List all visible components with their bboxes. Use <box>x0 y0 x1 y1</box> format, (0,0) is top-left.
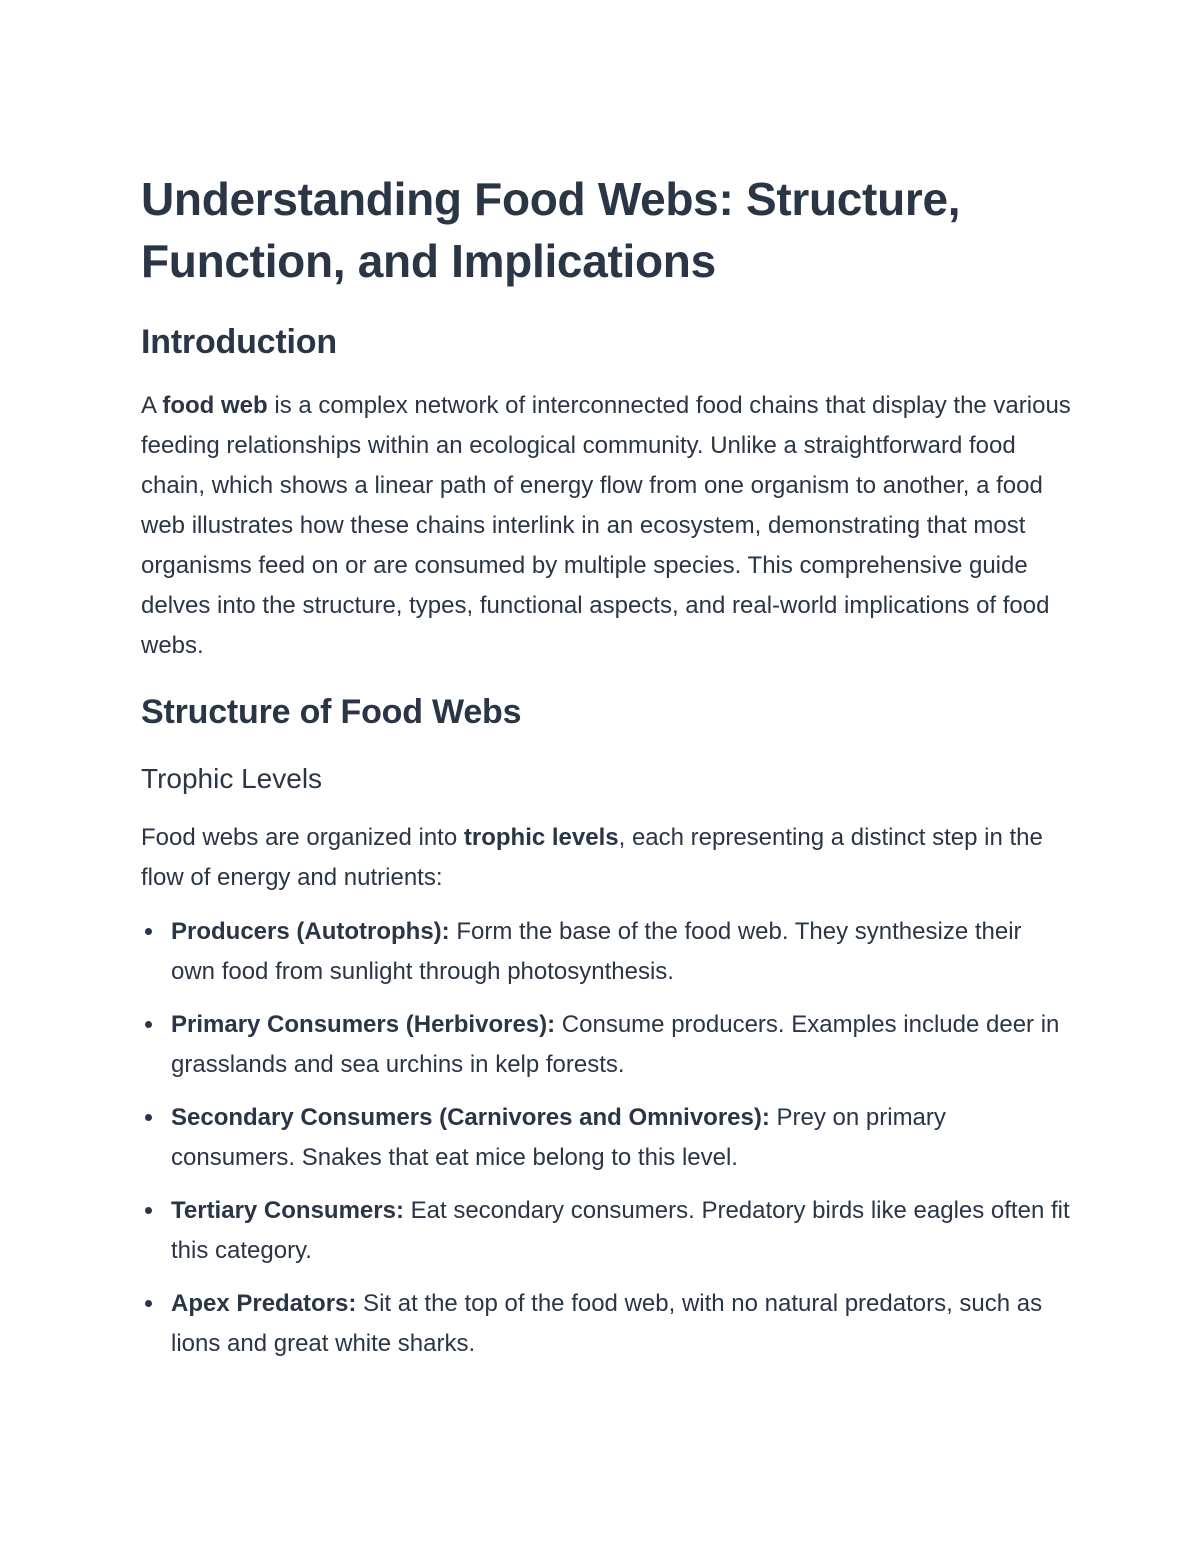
list-item-term: Secondary Consumers (Carnivores and Omnivores): <box>171 1104 770 1131</box>
introduction-paragraph <box>141 386 1071 666</box>
list-item-text: Eat secondary consumers. Predatory birds like eagles often fit this category. <box>171 1197 1070 1264</box>
trophic-levels-paragraph <box>141 818 1071 898</box>
trophic-text: , each representing a distinct step in the flow of energy and nutrients: <box>141 824 1043 891</box>
list-item <box>141 912 1071 992</box>
list-item-text: Prey on primary consumers. Snakes that eat mice belong to this level. <box>171 1104 946 1171</box>
bullet-icon <box>145 1114 152 1121</box>
document-title: Understanding Food Webs: Structure, Function, and Implications <box>141 173 961 287</box>
trophic-levels-heading: Trophic Levels <box>141 763 323 794</box>
trophic-levels-list <box>141 912 1071 1364</box>
structure-heading: Structure of Food Webs <box>141 693 522 731</box>
introduction-heading: Introduction <box>141 323 337 361</box>
document-page <box>141 168 1071 1377</box>
bullet-icon <box>145 1300 152 1307</box>
bullet-icon <box>145 1207 152 1214</box>
trophic-bold-term: trophic levels <box>463 824 619 851</box>
introduction-lead: A <box>141 392 163 419</box>
list-item-text: Consume producers. Examples include deer in grasslands and sea urchins in kelp forests. <box>171 1011 1060 1078</box>
introduction-text: is a complex network of interconnected food chains that display the various feeding relationships within an ecological community. Unlike a straightforward food chain, which shows a linear path of energy flow from one organism to another, a food web illustrates how these chains interlink in an ecosystem, demonstrating that most organisms feed on or are consumed by multiple species. This comprehensive guide delves into the structure, types, functional aspects, and real-world implications of food webs. <box>141 392 1071 659</box>
bullet-icon <box>145 928 152 935</box>
list-item-term: Apex Predators: <box>171 1290 357 1317</box>
introduction-bold-term: food web <box>162 392 268 419</box>
trophic-lead: Food webs are organized into <box>141 824 464 851</box>
list-item <box>141 1098 1071 1178</box>
list-item <box>141 1284 1071 1364</box>
list-item <box>141 1005 1071 1085</box>
bullet-icon <box>145 1021 152 1028</box>
list-item-term: Tertiary Consumers: <box>171 1197 404 1224</box>
list-item-term: Primary Consumers (Herbivores): <box>171 1011 556 1038</box>
list-item-text: Sit at the top of the food web, with no natural predators, such as lions and great white sharks. <box>171 1290 1043 1357</box>
list-item-term: Producers (Autotrophs): <box>171 918 450 945</box>
list-item <box>141 1191 1071 1271</box>
list-item-text: Form the base of the food web. They synthesize their own food from sunlight through photosynthesis. <box>171 918 1022 985</box>
